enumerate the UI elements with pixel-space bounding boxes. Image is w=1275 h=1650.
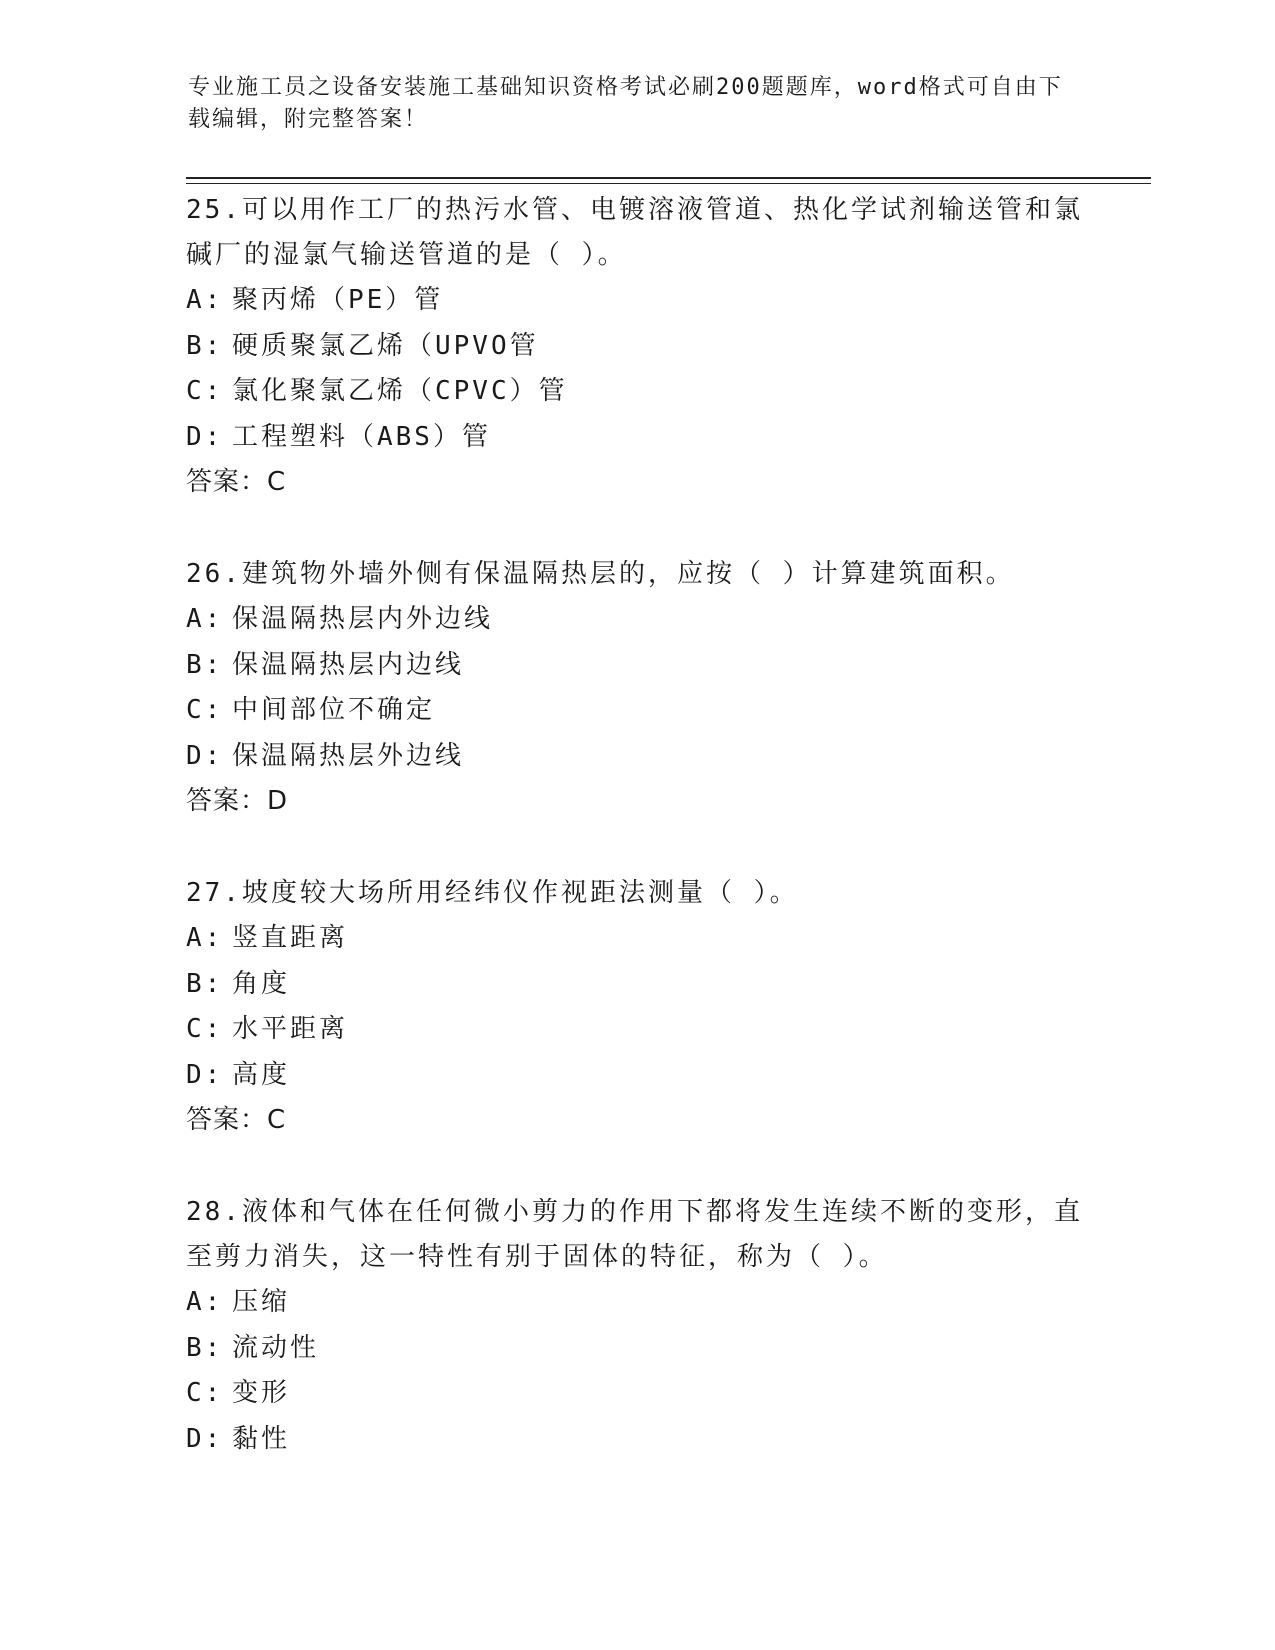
option-text: 保温隔热层内外边线 (232, 604, 494, 634)
question-spacer (186, 1143, 1106, 1190)
option-text: 工程塑料（ABS）管 (232, 421, 491, 452)
answer-value: C (267, 1105, 287, 1135)
option-text: 黏性 (232, 1423, 291, 1454)
option-letter: C: (186, 376, 224, 406)
option-letter: B: (186, 1332, 224, 1363)
option-letter: A: (186, 1287, 224, 1317)
option-a (186, 278, 1106, 324)
option-d (186, 415, 1106, 461)
option-text: 压缩 (232, 1287, 291, 1317)
header-divider-thick (186, 177, 1151, 179)
answer-value: D (267, 786, 289, 816)
option-letter: A: (186, 923, 224, 953)
option-text: 高度 (232, 1059, 291, 1090)
option-letter: B: (186, 968, 224, 999)
question-text: 27.坡度较大场所用经纬仪作视距法测量（ ）。 (186, 878, 799, 908)
option-letter: B: (186, 330, 224, 361)
answer-line (186, 460, 1106, 505)
option-b (186, 962, 1106, 1008)
question-text: 25.可以用作工厂的热污水管、电镀溶液管道、热化学试剂输送管和氯碱厂的湿氯气输送管道的是（ ）。 (186, 195, 1083, 270)
option-text: 聚丙烯（PE）管 (232, 285, 444, 315)
question-text: 26.建筑物外墙外侧有保温隔热层的，应按（ ）计算建筑面积。 (186, 559, 1015, 589)
option-letter: C: (186, 1014, 224, 1044)
option-text: 水平距离 (232, 1014, 349, 1044)
header-title: 专业施工员之设备安装施工基础知识资格考试必刷200题题库，word格式可自由下载编辑，附完整答案！ (188, 75, 1063, 132)
question-28 (186, 1190, 1106, 1462)
option-letter: A: (186, 285, 224, 315)
option-letter: D: (186, 1423, 224, 1454)
question-spacer (186, 505, 1106, 552)
option-d (186, 1053, 1106, 1099)
option-a (186, 1280, 1106, 1326)
option-c (186, 1371, 1106, 1417)
option-a (186, 597, 1106, 643)
option-letter: D: (186, 1059, 224, 1090)
option-c (186, 688, 1106, 734)
option-b (186, 1326, 1106, 1372)
option-c (186, 1007, 1106, 1053)
option-text: 氯化聚氯乙烯（CPVC）管 (232, 376, 568, 406)
question-spacer (186, 824, 1106, 871)
option-a (186, 916, 1106, 962)
option-text: 角度 (232, 968, 291, 999)
answer-label: 答案： (186, 1105, 268, 1135)
document-header (188, 72, 1068, 136)
answer-value: C (267, 467, 287, 497)
option-b (186, 324, 1106, 370)
option-letter: D: (186, 421, 224, 452)
question-25 (186, 188, 1106, 505)
option-text: 硬质聚氯乙烯（UPVO管 (232, 330, 539, 361)
answer-label: 答案： (186, 467, 268, 497)
option-text: 中间部位不确定 (232, 695, 436, 725)
answer-label: 答案： (186, 786, 268, 816)
option-letter: C: (186, 1378, 224, 1408)
question-text: 28.液体和气体在任何微小剪力的作用下都将发生连续不断的变形，直至剪力消失，这一特性有别于固体的特征，称为（ ）。 (186, 1197, 1083, 1272)
question-26 (186, 552, 1106, 824)
option-text: 竖直距离 (232, 923, 349, 953)
option-letter: B: (186, 649, 224, 680)
option-text: 流动性 (232, 1332, 320, 1363)
question-27 (186, 871, 1106, 1143)
option-letter: C: (186, 695, 224, 725)
header-divider-thin (186, 183, 1151, 184)
option-d (186, 1417, 1106, 1463)
option-letter: D: (186, 740, 224, 771)
option-text: 变形 (232, 1378, 291, 1408)
option-b (186, 643, 1106, 689)
option-text: 保温隔热层外边线 (232, 740, 465, 771)
option-letter: A: (186, 604, 224, 634)
option-d (186, 734, 1106, 780)
answer-line (186, 1098, 1106, 1143)
option-c (186, 369, 1106, 415)
answer-line (186, 779, 1106, 824)
option-text: 保温隔热层内边线 (232, 649, 465, 680)
question-list (186, 188, 1106, 1462)
